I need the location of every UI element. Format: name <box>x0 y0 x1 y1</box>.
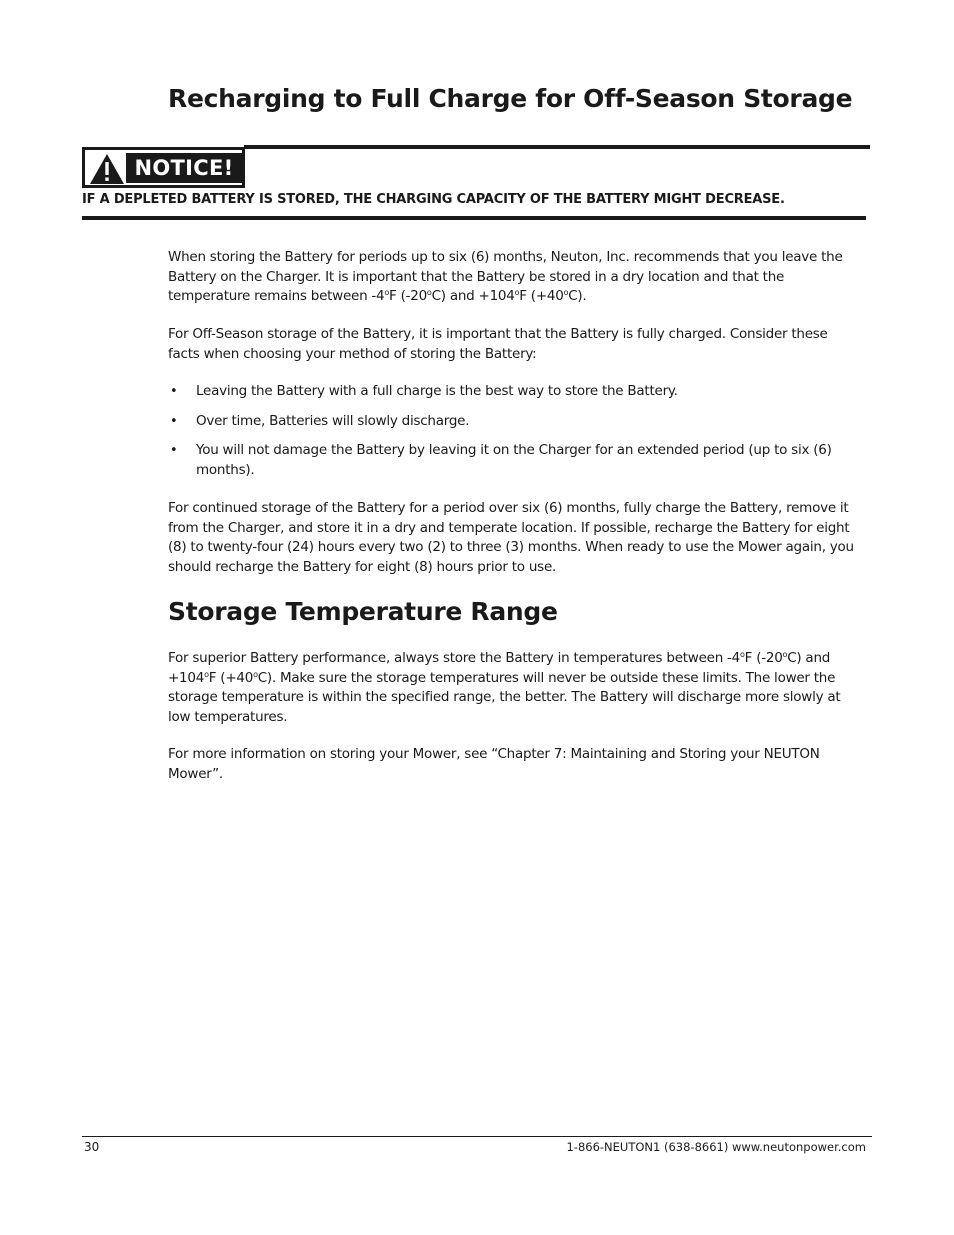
paragraph-storage-on-charger: When storing the Battery for periods up to six (6) months, Neuton, Inc. recommends that you leave the Battery on the Charger. It is important that the Battery be stored in a dry location and that the temperature remains between -4$^o$F (-20$^o$C) and $+104^oF$ $(+40^oC)$. <box>168 249 843 305</box>
paragraph-more-information: For more information on storing your Mower, see “Chapter 7: Maintaining and Storing your NEUTON Mower”. <box>168 746 820 782</box>
paragraph-off-season: For Off-Season storage of the Battery, it is important that the Battery is fully charged. Consider these facts when choosing your method of storing the Battery: <box>168 326 828 362</box>
degree-sign: o <box>740 650 745 659</box>
notice-text: IF A DEPLETED BATTERY IS STORED, THE CHARGING CAPACITY OF THE BATTERY MIGHT DECREASE. <box>82 192 785 207</box>
degree-sign: o <box>426 288 432 298</box>
degree-sign: o <box>514 288 520 298</box>
degree-sign: o <box>782 650 788 659</box>
list-item: • You will not damage the Battery by leaving it on the Charger for an extended period (up to six (6) months). <box>170 442 832 478</box>
page-title: Recharging to Full Charge for Off-Season Storage <box>168 84 853 113</box>
degree-sign: o <box>563 288 569 298</box>
notice-label: NOTICE! <box>126 153 242 183</box>
list-item: • Leaving the Battery with a full charge is the best way to store the Battery. <box>168 382 862 402</box>
list-item: • Over time, Batteries will slowly discharge. <box>168 412 862 432</box>
notice-top-rule <box>244 145 870 149</box>
degree-sign: o <box>384 288 390 298</box>
notice-badge <box>82 147 245 188</box>
warning-triangle-icon <box>89 153 125 185</box>
degree-sign: o <box>253 669 258 679</box>
notice-bottom-rule <box>82 216 866 220</box>
footer-rule <box>82 1136 872 1137</box>
paragraph-temperature-range: For superior Battery performance, always store the Battery in temperatures between -4$^o$F (-20$^o$C) and $+104^oF$ $(+40^oC)$. Make sure the storage temperatures will never be outside these limits. The lower the storage temperature is within the specified range, the better. The Battery will discharge more slowly at low temperatures. <box>168 650 841 725</box>
footer-contact: 1-866-NEUTON1 (638-8661) www.neutonpower.com <box>566 1140 866 1154</box>
degree-sign: o <box>204 669 209 679</box>
paragraph-continued-storage: For continued storage of the Battery for a period over six (6) months, fully charge the Battery, remove it from the Charger, and store it in a dry and temperate location. If possible, recharge the Battery for eight (8) to twenty-four (24) hours every two (2) to three (3) months. When ready to use the Mower again, you should recharge the Battery for eight (8) hours prior to use. <box>168 500 854 575</box>
page-number: 30 <box>84 1140 100 1154</box>
bullet-marker: • <box>170 413 178 429</box>
storage-facts-list <box>168 382 862 490</box>
bullet-marker: • <box>170 384 178 399</box>
bullet-marker: • <box>170 443 178 459</box>
section-title-storage-temperature: Storage Temperature Range <box>168 597 558 626</box>
